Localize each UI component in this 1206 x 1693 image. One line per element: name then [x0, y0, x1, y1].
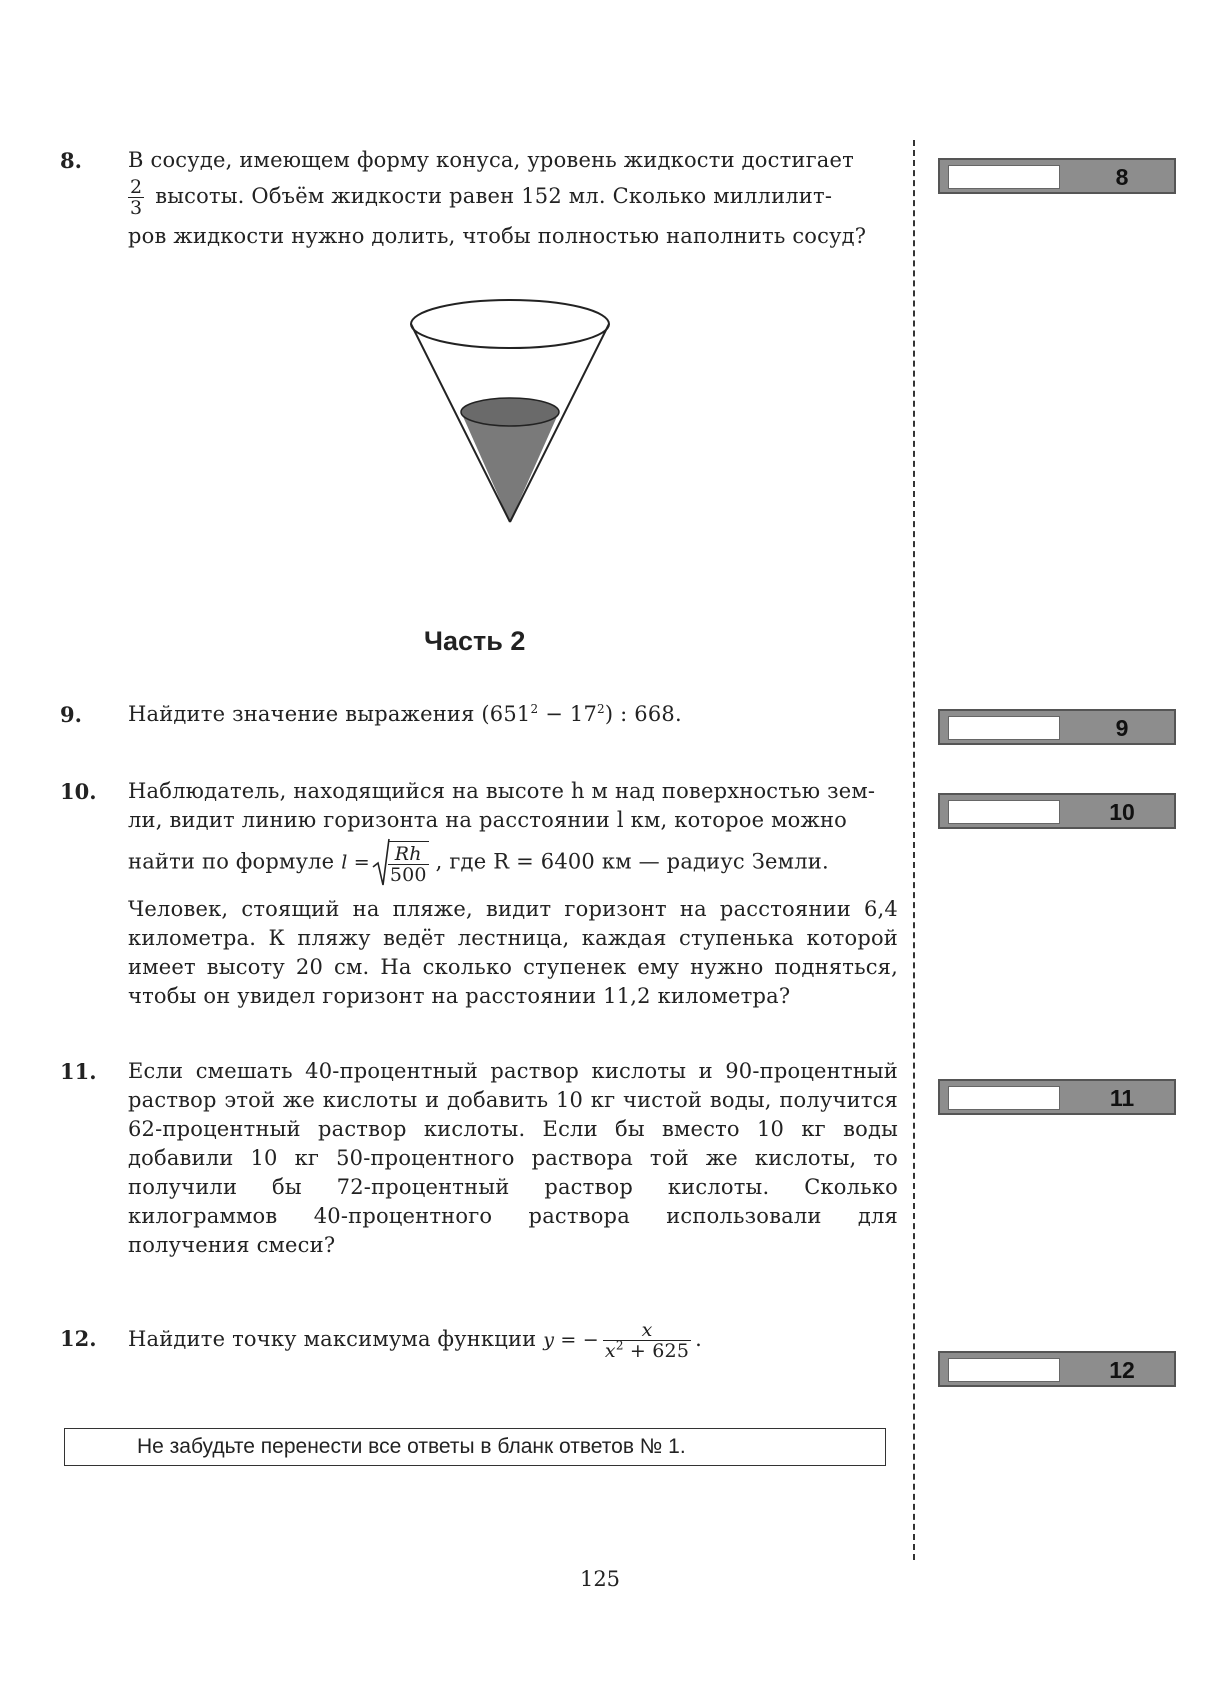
answer-box-label: 8	[1115, 164, 1129, 190]
answer-box-label: 11	[1109, 1085, 1135, 1111]
fraction-numerator: Rh	[388, 844, 429, 865]
problem-number: 12.	[60, 1326, 97, 1351]
problem-8-line2	[128, 177, 898, 218]
denominator-rest: + 625	[623, 1340, 690, 1362]
fraction-denominator: 3	[130, 197, 143, 219]
problem-10-line1: Наблюдатель, находящийся на высоте h м над поверхностью зем-	[128, 779, 876, 803]
problem-11	[60, 1057, 898, 1267]
sqrt-formula	[372, 841, 429, 885]
answer-box-label: 10	[1109, 799, 1135, 825]
fraction-denominator	[603, 1338, 691, 1362]
answer-box-12	[938, 1351, 1176, 1387]
fraction-two-thirds	[128, 177, 144, 218]
answer-input[interactable]	[948, 716, 1060, 740]
denominator-base: x	[604, 1340, 616, 1362]
formula-prefix: найти по формуле	[128, 849, 335, 874]
exponent: 2	[615, 1338, 624, 1353]
cone-rim	[411, 300, 609, 348]
problem-number: 8.	[60, 148, 82, 173]
fraction-numerator: 2	[130, 176, 143, 198]
problem-text	[128, 777, 898, 1011]
expr-part: − 17	[538, 702, 598, 726]
liquid-surface	[461, 398, 559, 426]
problem-number: 9.	[60, 702, 82, 727]
answer-box-9	[938, 709, 1176, 745]
answer-input[interactable]	[948, 800, 1060, 824]
formula-suffix: , где R = 6400 км — радиус Земли.	[435, 849, 829, 874]
liquid-body	[461, 412, 559, 522]
exponent: 2	[597, 702, 605, 716]
problem-12-text: Найдите точку максимума функции	[128, 1327, 537, 1351]
section-heading: Часть 2	[424, 626, 526, 656]
end-period: .	[695, 1327, 703, 1351]
cut-line-divider	[913, 140, 915, 1560]
problem-9	[60, 700, 898, 732]
cone-figure	[405, 290, 615, 530]
fraction-denominator: 500	[389, 864, 427, 886]
answer-box-label: 12	[1109, 1357, 1135, 1383]
expr-part: ) : 668.	[604, 702, 682, 726]
fraction-numerator: x	[603, 1320, 691, 1341]
problem-10	[60, 777, 898, 1017]
answer-box-8	[938, 158, 1176, 194]
answer-box-label: 9	[1115, 715, 1129, 741]
answer-box-10	[938, 793, 1176, 829]
problem-8	[60, 146, 898, 266]
sqrt-sign	[372, 837, 390, 889]
reminder-box: Не забудьте перенести все ответы в бланк ответов № 1.	[64, 1428, 886, 1466]
exponent: 2	[530, 702, 539, 716]
answer-input[interactable]	[948, 1086, 1060, 1110]
problem-10-formula-line	[128, 841, 898, 889]
problem-8-line3: ров жидкости нужно долить, чтобы полностью наполнить сосуд?	[128, 224, 867, 248]
problem-10-line2: ли, видит линию горизонта на расстоянии l км, которое можно	[128, 808, 848, 832]
function-lhs: y = −	[543, 1329, 599, 1351]
problem-8-line2-text: высоты. Объём жидкости равен 152 мл. Сколько миллилит-	[155, 184, 833, 208]
problem-text: Если смешать 40-процентный раствор кислоты и 90-процентный раствор этой же кислоты и добавить 10 кг чистой воды, получится 62-процентный раствор кислоты. Если бы вместо 10 кг воды добавили 10 кг 50-процентного раствора той же кислоты, то получили бы 72-процентный раствор кислоты. Сколько килограммов 40-процентного раствора использовали для получения смеси?	[128, 1059, 898, 1257]
problem-number: 11.	[60, 1059, 97, 1084]
answer-input[interactable]	[948, 1358, 1060, 1382]
function-fraction	[603, 1320, 691, 1361]
problem-text	[128, 146, 898, 251]
problem-12	[60, 1319, 898, 1380]
problem-text	[128, 700, 898, 729]
formula-lhs: l =	[341, 851, 370, 874]
formula-fraction	[388, 841, 429, 885]
problem-10-paragraph2: Человек, стоящий на пляже, видит горизонт на расстоянии 6,4 километра. К пляжу ведёт лестница, каждая ступенька которой имеет высоту 20 см. На сколько ступенек ему нужно подняться, чтобы он увидел горизонт на расстоянии 11,2 километра?	[128, 897, 898, 1008]
answer-input[interactable]	[948, 165, 1060, 189]
problem-text	[128, 1320, 898, 1361]
problem-8-line1: В сосуде, имеющем форму конуса, уровень жидкости достигает	[128, 148, 854, 172]
expr-part: Найдите значение выражения (651	[128, 702, 531, 726]
page-number: 125	[579, 1567, 621, 1591]
answer-box-11	[938, 1079, 1176, 1115]
problem-number: 10.	[60, 779, 97, 804]
